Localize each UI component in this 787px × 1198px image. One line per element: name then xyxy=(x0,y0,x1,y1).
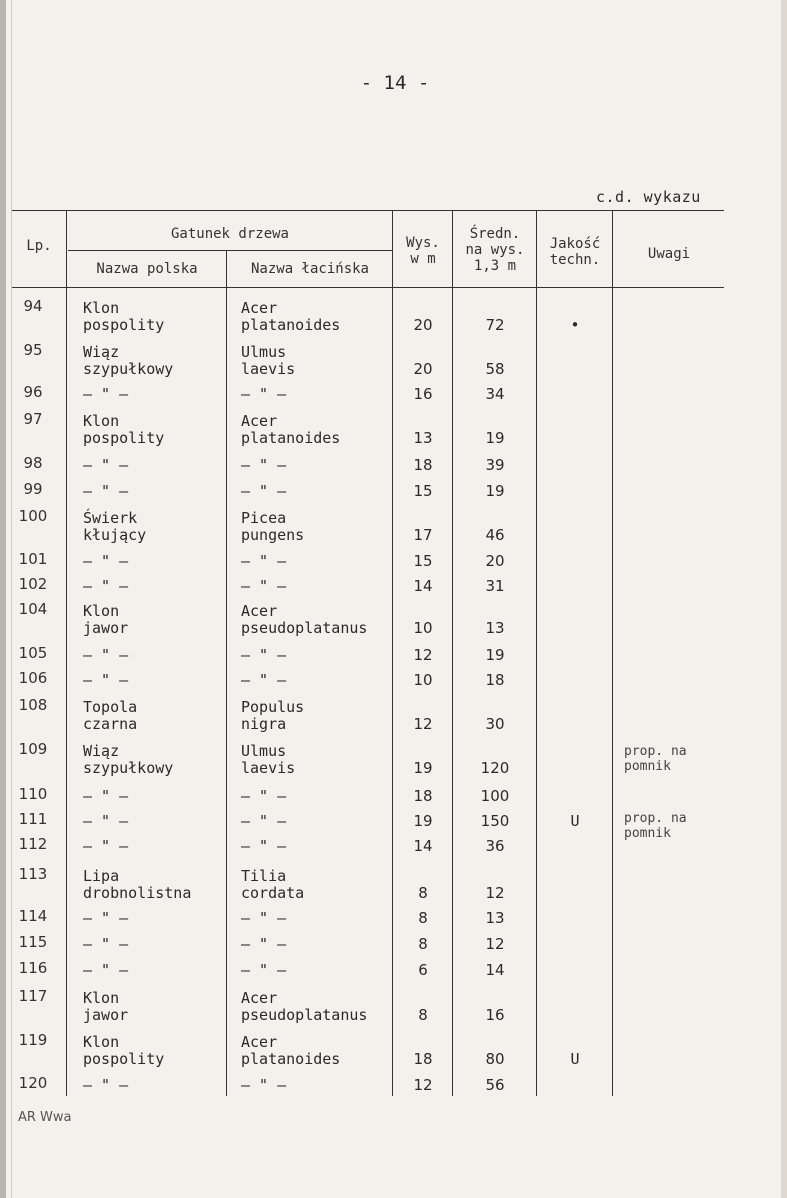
table-cell-srednica: 31 xyxy=(485,577,505,595)
column-divider xyxy=(392,210,393,1096)
header-gatunek: Gatunek drzewa xyxy=(170,226,289,242)
table-cell-nazwa-lacinska: – " – xyxy=(241,812,287,830)
table-cell-wys: 18 xyxy=(413,456,433,474)
table-cell-srednica: 39 xyxy=(485,456,505,474)
page-number: - 14 - xyxy=(360,72,430,94)
table-cell-nazwa-polska: Klon pospolity xyxy=(83,1033,165,1068)
table-cell-srednica: 20 xyxy=(485,552,505,570)
table-cell-nazwa-polska: – " – xyxy=(83,577,129,595)
table-cell-nazwa-polska: – " – xyxy=(83,837,129,855)
page-left-edge xyxy=(0,0,6,1198)
table-cell-nazwa-polska: – " – xyxy=(83,646,129,664)
header-srednica: Średn. na wys. 1,3 m xyxy=(465,226,525,274)
table-cell-lp: 104 xyxy=(18,600,48,618)
table-cell-lp: 98 xyxy=(23,454,43,472)
table-cell-lp: 97 xyxy=(23,410,43,428)
table-cell-nazwa-polska: Wiąz szypułkowy xyxy=(83,343,174,378)
column-divider xyxy=(536,210,537,1096)
table-cell-nazwa-lacinska: – " – xyxy=(241,385,287,403)
table-cell-srednica: 100 xyxy=(480,787,510,805)
table-cell-srednica: 80 xyxy=(485,1050,505,1068)
table-cell-nazwa-polska: – " – xyxy=(83,935,129,953)
table-cell-wys: 16 xyxy=(413,385,433,403)
table-cell-wys: 8 xyxy=(418,909,428,927)
table-cell-nazwa-polska: – " – xyxy=(83,1076,129,1094)
table-cell-nazwa-polska: – " – xyxy=(83,552,129,570)
table-cell-nazwa-polska: – " – xyxy=(83,456,129,474)
table-cell-nazwa-lacinska: Ulmus laevis xyxy=(241,742,296,777)
continuation-note: c.d. wykazu xyxy=(596,188,701,206)
page-right-edge xyxy=(781,0,787,1198)
table-cell-nazwa-lacinska: Acer pseudoplatanus xyxy=(241,602,368,637)
table-cell-lp: 109 xyxy=(18,740,48,758)
table-cell-srednica: 13 xyxy=(485,909,505,927)
table-cell-nazwa-lacinska: Ulmus laevis xyxy=(241,343,296,378)
table-cell-lp: 111 xyxy=(18,810,48,828)
column-divider xyxy=(66,210,67,1096)
table-cell-wys: 10 xyxy=(413,671,433,689)
table-cell-srednica: 19 xyxy=(485,646,505,664)
table-cell-wys: 15 xyxy=(413,552,433,570)
table-cell-nazwa-lacinska: Acer platanoides xyxy=(241,299,341,334)
table-cell-nazwa-lacinska: Populus nigra xyxy=(241,698,305,733)
table-cell-lp: 100 xyxy=(18,507,48,525)
table-cell-wys: 20 xyxy=(413,360,433,378)
table-cell-nazwa-lacinska: Tilia cordata xyxy=(241,867,305,902)
table-cell-srednica: 120 xyxy=(480,759,510,777)
table-cell-nazwa-polska: Świerk kłujący xyxy=(83,509,147,544)
header-wys: Wys. w m xyxy=(406,235,440,267)
table-cell-wys: 6 xyxy=(418,961,428,979)
table-cell-wys: 18 xyxy=(413,1050,433,1068)
table-cell-wys: 12 xyxy=(413,646,433,664)
table-cell-nazwa-polska: Topola czarna xyxy=(83,698,138,733)
table-cell-lp: 102 xyxy=(18,575,48,593)
table-cell-nazwa-polska: – " – xyxy=(83,909,129,927)
header-mid-rule xyxy=(68,250,392,251)
header-uwagi: Uwagi xyxy=(647,246,691,262)
table-cell-nazwa-polska: Lipa drobnolistna xyxy=(83,867,192,902)
table-cell-lp: 120 xyxy=(18,1074,48,1092)
archive-stamp: AR Wwa xyxy=(18,1110,72,1125)
table-cell-nazwa-polska: Klon jawor xyxy=(83,989,129,1024)
table-cell-srednica: 19 xyxy=(485,429,505,447)
table-cell-nazwa-lacinska: – " – xyxy=(241,909,287,927)
table-cell-wys: 8 xyxy=(418,884,428,902)
column-divider xyxy=(452,210,453,1096)
table-cell-nazwa-lacinska: Acer pseudoplatanus xyxy=(241,989,368,1024)
table-cell-wys: 14 xyxy=(413,837,433,855)
table-cell-lp: 110 xyxy=(18,785,48,803)
table-cell-srednica: 16 xyxy=(485,1006,505,1024)
table-cell-nazwa-lacinska: – " – xyxy=(241,482,287,500)
table-top-rule xyxy=(12,210,724,211)
table-cell-lp: 96 xyxy=(23,383,43,401)
table-cell-lp: 117 xyxy=(18,987,48,1005)
column-divider xyxy=(226,250,227,1096)
table-cell-lp: 94 xyxy=(23,297,43,315)
table-cell-lp: 105 xyxy=(18,644,48,662)
table-cell-lp: 119 xyxy=(18,1031,48,1049)
table-cell-srednica: 58 xyxy=(485,360,505,378)
table-cell-srednica: 13 xyxy=(485,619,505,637)
table-cell-uwagi: prop. na pomnik xyxy=(624,744,687,774)
page-margin-line xyxy=(11,0,12,1198)
table-cell-nazwa-lacinska: – " – xyxy=(241,837,287,855)
table-cell-nazwa-lacinska: – " – xyxy=(241,787,287,805)
table-cell-nazwa-polska: Klon jawor xyxy=(83,602,129,637)
table-cell-srednica: 18 xyxy=(485,671,505,689)
table-cell-lp: 114 xyxy=(18,907,48,925)
table-cell-nazwa-lacinska: – " – xyxy=(241,456,287,474)
table-cell-nazwa-polska: – " – xyxy=(83,812,129,830)
table-cell-nazwa-polska: – " – xyxy=(83,671,129,689)
header-lp: Lp. xyxy=(26,238,52,254)
table-cell-lp: 113 xyxy=(18,865,48,883)
table-cell-lp: 101 xyxy=(18,550,48,568)
table-cell-wys: 20 xyxy=(413,316,433,334)
header-nazwa-polska: Nazwa polska xyxy=(96,261,198,277)
table-cell-srednica: 36 xyxy=(485,837,505,855)
table-cell-wys: 12 xyxy=(413,1076,433,1094)
table-cell-nazwa-polska: – " – xyxy=(83,482,129,500)
column-divider xyxy=(612,210,613,1096)
table-cell-wys: 13 xyxy=(413,429,433,447)
table-cell-nazwa-lacinska: – " – xyxy=(241,552,287,570)
table-cell-srednica: 72 xyxy=(485,316,505,334)
table-cell-nazwa-lacinska: – " – xyxy=(241,1076,287,1094)
table-cell-lp: 99 xyxy=(23,480,43,498)
table-cell-nazwa-lacinska: – " – xyxy=(241,935,287,953)
table-cell-srednica: 12 xyxy=(485,935,505,953)
table-cell-lp: 112 xyxy=(18,835,48,853)
table-cell-wys: 19 xyxy=(413,759,433,777)
table-cell-wys: 17 xyxy=(413,526,433,544)
table-cell-wys: 15 xyxy=(413,482,433,500)
table-cell-nazwa-polska: – " – xyxy=(83,787,129,805)
table-cell-srednica: 14 xyxy=(485,961,505,979)
table-cell-nazwa-lacinska: Acer platanoides xyxy=(241,412,341,447)
table-cell-wys: 12 xyxy=(413,715,433,733)
table-cell-nazwa-polska: – " – xyxy=(83,385,129,403)
table-cell-nazwa-lacinska: – " – xyxy=(241,577,287,595)
table-cell-srednica: 34 xyxy=(485,385,505,403)
table-cell-nazwa-polska: Wiąz szypułkowy xyxy=(83,742,174,777)
table-cell-wys: 8 xyxy=(418,1006,428,1024)
table-cell-jakosc: U xyxy=(570,1050,580,1068)
table-cell-wys: 8 xyxy=(418,935,428,953)
header-bottom-rule xyxy=(12,287,724,288)
table-cell-jakosc: • xyxy=(570,316,580,334)
table-cell-wys: 10 xyxy=(413,619,433,637)
table-cell-lp: 108 xyxy=(18,696,48,714)
table-cell-lp: 115 xyxy=(18,933,48,951)
table-cell-nazwa-lacinska: Picea pungens xyxy=(241,509,305,544)
table-cell-lp: 116 xyxy=(18,959,48,977)
table-cell-srednica: 30 xyxy=(485,715,505,733)
table-cell-nazwa-lacinska: Acer platanoides xyxy=(241,1033,341,1068)
table-cell-srednica: 150 xyxy=(480,812,510,830)
table-cell-wys: 14 xyxy=(413,577,433,595)
table-cell-uwagi: prop. na pomnik xyxy=(624,811,687,841)
table-cell-srednica: 19 xyxy=(485,482,505,500)
table-cell-nazwa-polska: Klon pospolity xyxy=(83,299,165,334)
header-nazwa-lacinska: Nazwa łacińska xyxy=(250,261,369,277)
table-cell-nazwa-polska: – " – xyxy=(83,961,129,979)
table-cell-lp: 106 xyxy=(18,669,48,687)
table-cell-srednica: 56 xyxy=(485,1076,505,1094)
table-cell-nazwa-polska: Klon pospolity xyxy=(83,412,165,447)
table-cell-lp: 95 xyxy=(23,341,43,359)
table-cell-wys: 18 xyxy=(413,787,433,805)
table-cell-srednica: 46 xyxy=(485,526,505,544)
table-cell-nazwa-lacinska: – " – xyxy=(241,671,287,689)
header-jakosc: Jakość techn. xyxy=(549,236,601,268)
table-cell-nazwa-lacinska: – " – xyxy=(241,961,287,979)
table-cell-jakosc: U xyxy=(570,812,580,830)
table-cell-nazwa-lacinska: – " – xyxy=(241,646,287,664)
table-cell-srednica: 12 xyxy=(485,884,505,902)
table-cell-wys: 19 xyxy=(413,812,433,830)
